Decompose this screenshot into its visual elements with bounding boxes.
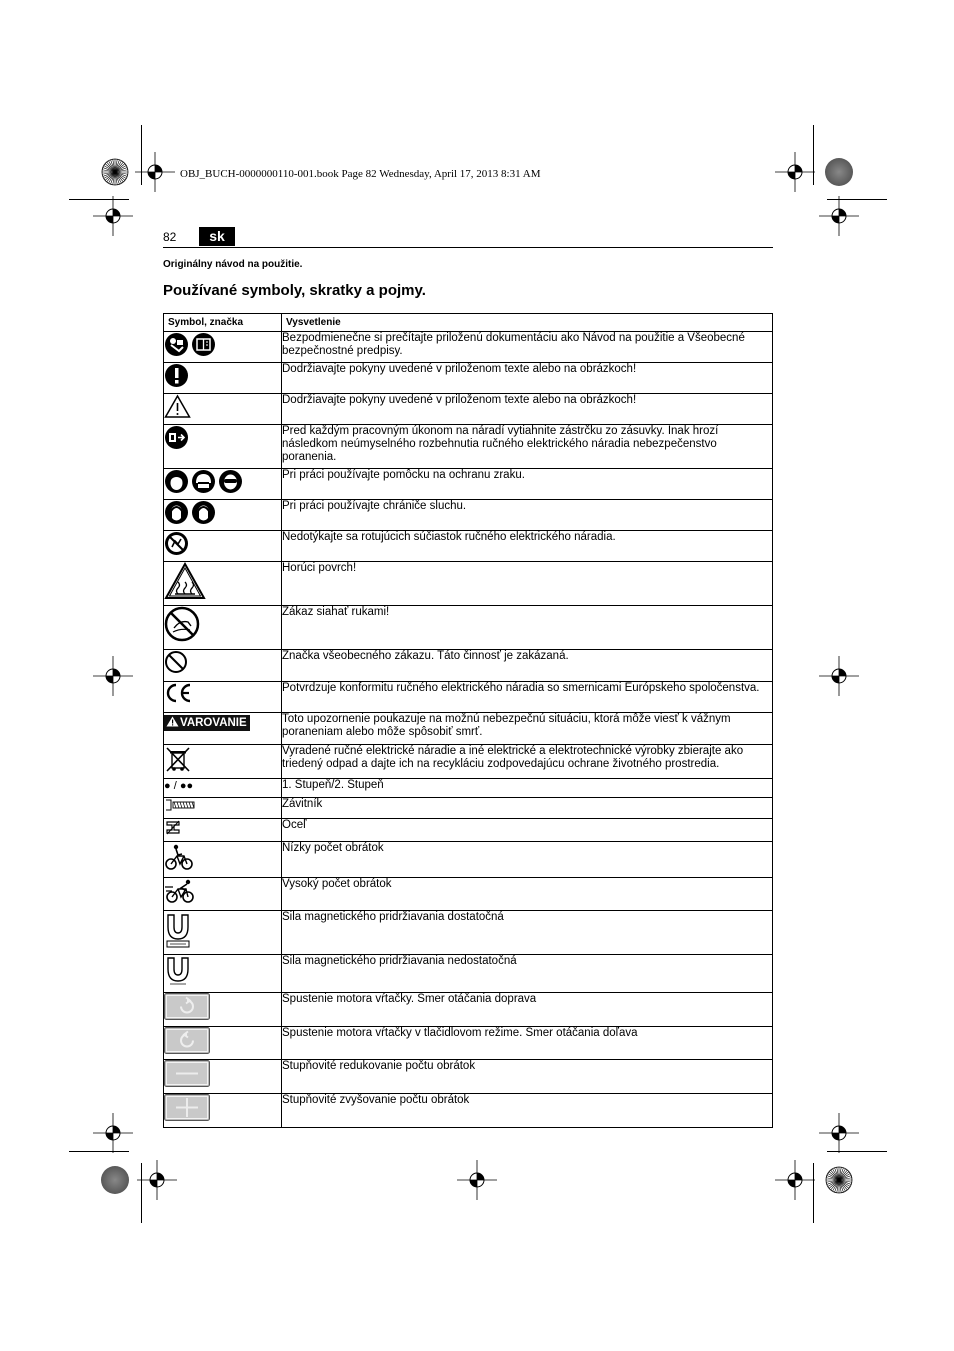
color-dot-icon bbox=[825, 158, 853, 186]
table-row bbox=[164, 531, 773, 562]
symbol-cell bbox=[164, 798, 282, 819]
description-cell: Značka všeobecného zákazu. Táto činnosť je zakázaná. bbox=[282, 650, 773, 682]
header-rule bbox=[163, 247, 773, 248]
description-cell: Nízky počet obrátok bbox=[282, 842, 773, 878]
table-row bbox=[164, 779, 773, 798]
ear-protection-icon bbox=[164, 500, 189, 530]
rotate-left-button-icon bbox=[164, 1027, 210, 1059]
crop-line bbox=[813, 125, 814, 185]
column-header-symbol: Symbol, značka bbox=[164, 314, 282, 332]
description-cell: 1. Stupeň/2. Stupeň bbox=[282, 779, 773, 798]
symbol-cell bbox=[164, 682, 282, 713]
starburst-mark-icon bbox=[101, 158, 129, 186]
description-cell: Dodržiavajte pokyny uvedené v priloženom texte alebo na obrázkoch! bbox=[282, 394, 773, 425]
ear-protection-icon bbox=[191, 500, 216, 530]
description-cell: Horúci povrch! bbox=[282, 562, 773, 606]
description-cell: Spustenie motora vŕtačky v tlačidlovom režime. Smer otáčania doľava bbox=[282, 1027, 773, 1060]
section-title: Používané symboly, skratky a pojmy. bbox=[163, 282, 426, 299]
table-row bbox=[164, 1094, 773, 1128]
symbol-cell bbox=[164, 911, 282, 955]
face-shield-icon bbox=[164, 469, 189, 499]
description-cell: Stupňovité zvyšovanie počtu obrátok bbox=[282, 1094, 773, 1128]
ce-mark-icon bbox=[164, 682, 192, 709]
symbols-table bbox=[163, 313, 773, 1128]
file-header: OBJ_BUCH-0000000110-001.book Page 82 Wednesday, April 17, 2013 8:31 AM bbox=[180, 168, 541, 180]
table-row bbox=[164, 878, 773, 911]
tap-icon bbox=[164, 798, 196, 817]
registration-mark-icon bbox=[819, 1113, 859, 1153]
document-subtitle: Originálny návod na použitie. bbox=[163, 259, 303, 270]
table-row bbox=[164, 682, 773, 713]
table-header-row bbox=[164, 314, 773, 332]
description-cell: Nedotýkajte sa rotujúcich súčiastok ručného elektrického náradia. bbox=[282, 531, 773, 562]
book-icon bbox=[191, 332, 216, 362]
table-row bbox=[164, 650, 773, 682]
description-cell: Toto upozornenie poukazuje na možnú nebezpečnú situáciu, ktorá môže viesť k vážnym poraneniam alebo môže spôsobiť smrť. bbox=[282, 713, 773, 745]
helmet-icon bbox=[191, 469, 216, 499]
magnet-sufficient-icon bbox=[164, 911, 192, 954]
exclamation-icon bbox=[164, 363, 189, 393]
column-header-description: Vysvetlenie bbox=[282, 314, 773, 332]
description-cell: Potvrdzuje konformitu ručného elektrického náradia so smernicami Európskeho spoločenstva. bbox=[282, 682, 773, 713]
table-row bbox=[164, 1027, 773, 1060]
crop-line bbox=[69, 199, 129, 200]
rotate-right-button-icon bbox=[164, 993, 210, 1025]
description-cell: Sila magnetického pridržiavania dostatočná bbox=[282, 911, 773, 955]
description-cell: Pred každým pracovným úkonom na náradí vytiahnite zástrčku zo zásuvky. Inak hrozí následkom neúmyselného rozbehnutia ručného elektrického náradia nebezpečenstvo poranenia. bbox=[282, 425, 773, 469]
table-row bbox=[164, 911, 773, 955]
table-row bbox=[164, 798, 773, 819]
table-row bbox=[164, 500, 773, 531]
table-row bbox=[164, 425, 773, 469]
read-manual-icon bbox=[164, 332, 189, 362]
registration-mark-icon bbox=[93, 1113, 133, 1153]
table-row bbox=[164, 993, 773, 1027]
table-row bbox=[164, 332, 773, 363]
registration-mark-icon bbox=[819, 196, 859, 236]
symbol-cell bbox=[164, 955, 282, 993]
description-cell: Stupňovité redukovanie počtu obrátok bbox=[282, 1060, 773, 1094]
description-cell: Spustenie motora vŕtačky. Smer otáčania doprava bbox=[282, 993, 773, 1027]
table-row bbox=[164, 562, 773, 606]
description-cell: Pri práci používajte pomôcku na ochranu zraku. bbox=[282, 469, 773, 500]
page-number: 82 bbox=[163, 230, 177, 244]
symbol-cell bbox=[164, 779, 282, 798]
description-cell: Bezpodmienečne si prečítajte priloženú dokumentáciu ako Návod na použitie a Všeobecné bezpečnostné predpisy. bbox=[282, 332, 773, 363]
symbol-cell bbox=[164, 745, 282, 779]
symbol-cell bbox=[164, 606, 282, 650]
symbol-cell bbox=[164, 394, 282, 425]
crop-line bbox=[69, 1151, 129, 1152]
symbol-cell bbox=[164, 1027, 282, 1060]
table-row bbox=[164, 713, 773, 745]
steel-icon bbox=[164, 819, 182, 841]
warning-label-icon bbox=[164, 713, 250, 731]
description-cell: Vysoký počet obrátok bbox=[282, 878, 773, 911]
registration-mark-icon bbox=[93, 196, 133, 236]
description-cell: Zákaz siahať rukami! bbox=[282, 606, 773, 650]
registration-mark-icon bbox=[775, 1160, 815, 1200]
minus-button-icon bbox=[164, 1060, 210, 1092]
color-dot-icon bbox=[101, 1166, 129, 1194]
unplug-icon bbox=[164, 425, 189, 455]
symbol-cell bbox=[164, 842, 282, 878]
table-row bbox=[164, 469, 773, 500]
symbol-cell bbox=[164, 469, 282, 500]
warning-label-text: VAROVANIE bbox=[180, 717, 247, 729]
table-row bbox=[164, 842, 773, 878]
table-row bbox=[164, 1060, 773, 1094]
registration-mark-icon bbox=[775, 152, 815, 192]
weee-bin-icon bbox=[164, 745, 192, 778]
goggles-icon bbox=[218, 469, 243, 499]
description-cell: Vyradené ručné elektrické náradie a iné elektrické a elektrotechnické výrobky zbierajte ako triedený odpad a dajte ich na recykláciu zodpovedajúcu ochrane životného prostredia. bbox=[282, 745, 773, 779]
starburst-mark-icon bbox=[825, 1166, 853, 1194]
table-row bbox=[164, 955, 773, 993]
symbol-cell bbox=[164, 1060, 282, 1094]
symbol-cell bbox=[164, 878, 282, 911]
bicycle-slow-icon bbox=[164, 842, 194, 877]
table-row bbox=[164, 745, 773, 779]
symbol-cell bbox=[164, 819, 282, 842]
symbol-cell bbox=[164, 650, 282, 682]
table-row bbox=[164, 819, 773, 842]
table-row bbox=[164, 394, 773, 425]
symbol-cell bbox=[164, 500, 282, 531]
magnet-insufficient-icon bbox=[164, 955, 192, 992]
warning-triangle-icon bbox=[164, 394, 191, 424]
symbol-cell bbox=[164, 363, 282, 394]
prohibition-icon bbox=[164, 650, 188, 679]
description-cell: Pri práci používajte chrániče sluchu. bbox=[282, 500, 773, 531]
no-touch-rotating-icon bbox=[164, 531, 189, 561]
crop-line bbox=[827, 1151, 887, 1152]
symbol-cell bbox=[164, 425, 282, 469]
stage-dots-icon: ● / ●● bbox=[164, 780, 194, 792]
registration-mark-icon bbox=[137, 1160, 177, 1200]
symbol-cell bbox=[164, 713, 282, 745]
no-hands-icon bbox=[164, 606, 200, 647]
hot-surface-icon bbox=[164, 562, 206, 605]
plus-button-icon bbox=[164, 1094, 210, 1126]
symbol-cell bbox=[164, 531, 282, 562]
registration-mark-icon bbox=[93, 656, 133, 696]
crop-line bbox=[141, 125, 142, 185]
crop-line bbox=[813, 1163, 814, 1223]
bicycle-fast-icon bbox=[164, 878, 196, 909]
table-row bbox=[164, 606, 773, 650]
table-row bbox=[164, 363, 773, 394]
symbol-cell bbox=[164, 993, 282, 1027]
registration-mark-icon bbox=[819, 656, 859, 696]
symbol-cell bbox=[164, 562, 282, 606]
language-badge: sk bbox=[199, 227, 235, 246]
description-cell: Sila magnetického pridržiavania nedostatočná bbox=[282, 955, 773, 993]
symbol-cell bbox=[164, 1094, 282, 1128]
registration-mark-icon bbox=[457, 1160, 497, 1200]
crop-line bbox=[827, 199, 887, 200]
symbol-cell bbox=[164, 332, 282, 363]
crop-line bbox=[141, 1163, 142, 1223]
description-cell: Dodržiavajte pokyny uvedené v priloženom texte alebo na obrázkoch! bbox=[282, 363, 773, 394]
description-cell: Oceľ bbox=[282, 819, 773, 842]
description-cell: Závitník bbox=[282, 798, 773, 819]
